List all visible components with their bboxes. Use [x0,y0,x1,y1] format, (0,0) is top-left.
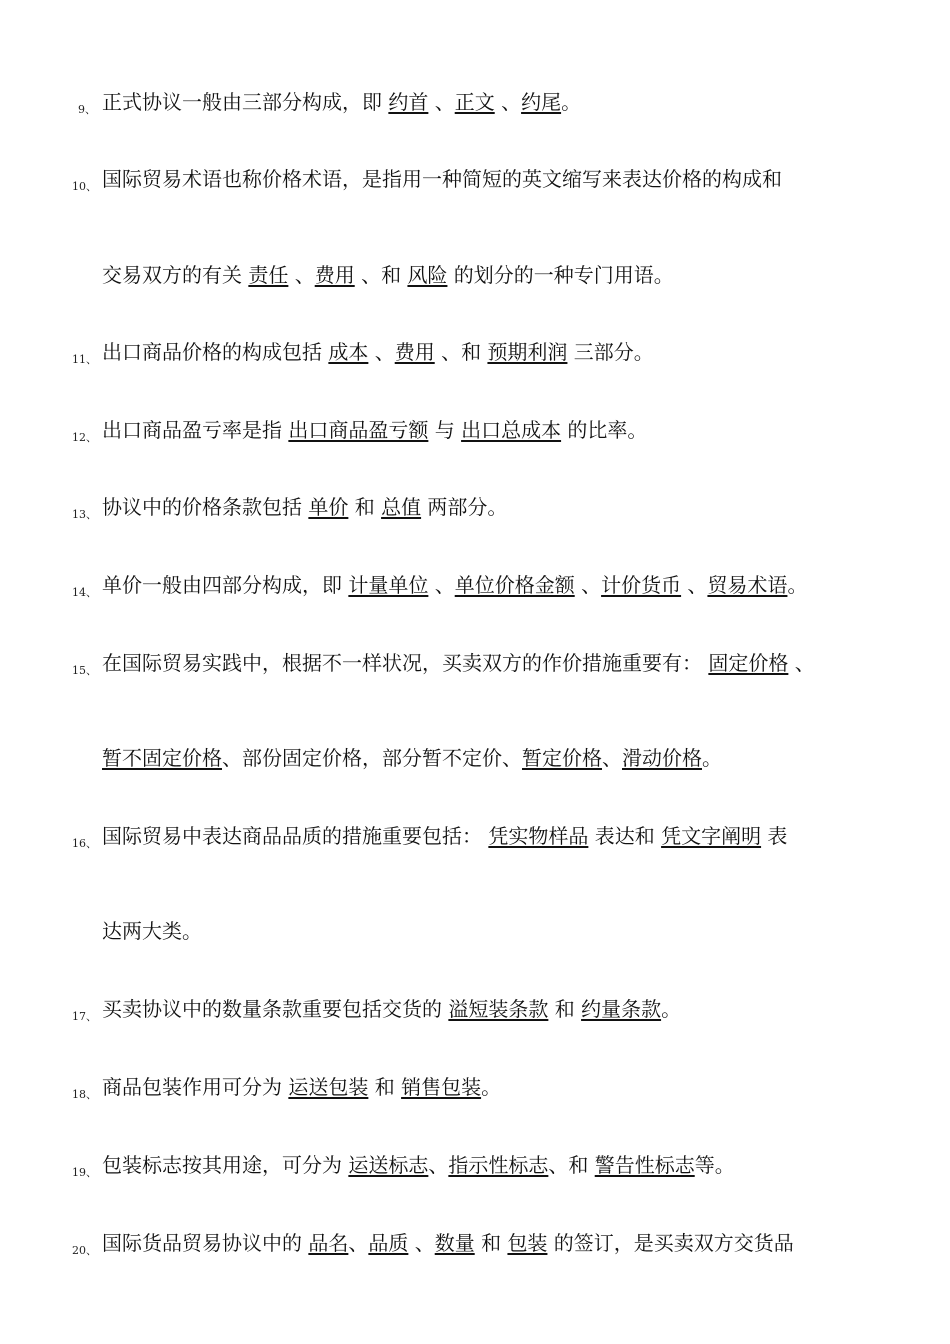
text-segment: 。 [702,746,722,770]
question-text [102,995,681,1023]
question-number: 17、 [72,1010,97,1023]
text-segment: 、 [348,1231,369,1255]
text-segment: 、 [681,573,708,597]
text-segment: 与 [428,418,462,442]
answer-blank: 约首 [388,90,429,114]
text-segment: 商品包装作用可分为 [102,1075,289,1099]
question-number: 16、 [72,837,97,850]
question-text [102,261,674,289]
text-segment: 、 [428,90,455,114]
answer-blank: 预期利润 [487,340,568,364]
answer-blank: 总值 [381,495,422,519]
answer-blank: 包装 [507,1231,548,1255]
text-segment: 的划分的一种专门用语。 [447,263,674,287]
answer-blank: 风险 [407,263,448,287]
question-number: 20、 [72,1244,97,1257]
text-segment: 。 [787,573,808,597]
question-text [102,649,815,677]
text-segment: 、和 [354,263,408,287]
answer-blank: 销售包装 [401,1075,482,1099]
answer-blank: 正文 [454,90,495,114]
question-text [102,1229,794,1257]
text-segment: 交易双方的有关 [102,263,249,287]
text-segment: 达两大类。 [102,919,202,943]
question-number: 15、 [72,664,97,677]
answer-blank: 约尾 [521,90,562,114]
text-segment: 、 [602,746,622,770]
text-segment: 三部分。 [567,340,654,364]
text-segment: 、 [408,1231,435,1255]
text-segment: 。 [561,90,582,114]
text-segment: 表 [761,824,788,848]
text-segment: 国际贸易术语也称价格术语，是指用一种简短的英文缩写来表达价格的构成和 [102,167,782,191]
answer-blank: 计量单位 [348,573,429,597]
answer-blank: 品质 [368,1231,409,1255]
answer-blank: 贸易术语 [707,573,788,597]
answer-blank: 指示性标志 [448,1153,549,1177]
answer-blank: 单位价格金额 [454,573,575,597]
answer-blank: 单价 [308,495,349,519]
question-text [102,88,581,116]
question-text [102,571,807,599]
question-text [102,822,787,850]
answer-blank: 运送标志 [348,1153,429,1177]
question-number: 14、 [72,586,97,599]
text-segment: 的比率。 [561,418,648,442]
question-text [102,917,202,945]
text-segment: 等。 [694,1153,735,1177]
text-segment: 、部份固定价格，部分暂不定价、 [222,746,522,770]
text-segment: 、和 [434,340,488,364]
text-segment: 在国际贸易实践中，根据不一样状况，买卖双方的作价措施重要有： [102,651,709,675]
answer-blank: 约量条款 [581,997,662,1021]
answer-blank: 品名 [308,1231,349,1255]
text-segment: 买卖协议中的数量条款重要包括交货的 [102,997,449,1021]
answer-blank: 固定价格 [708,651,789,675]
answer-blank: 成本 [328,340,369,364]
text-segment: 出口商品盈亏率是指 [102,418,289,442]
text-segment: 、 [288,263,315,287]
text-segment: 单价一般由四部分构成，即 [102,573,349,597]
answer-blank: 计价货币 [601,573,682,597]
question-text [102,165,782,193]
answer-blank: 凭实物样品 [488,824,589,848]
answer-blank: 凭文字阐明 [661,824,762,848]
text-segment: 、 [494,90,522,114]
text-segment: 表达和 [588,824,662,848]
answer-blank: 出口总成本 [461,418,562,442]
question-text [102,1073,501,1101]
answer-blank: 费用 [394,340,435,364]
text-segment: 、 [368,340,395,364]
answer-blank: 责任 [248,263,289,287]
question-number: 11、 [72,353,97,366]
answer-blank: 出口商品盈亏额 [288,418,429,442]
question-text [102,416,647,444]
text-segment: 出口商品价格的构成包括 [102,340,329,364]
question-number: 13、 [72,508,97,521]
question-number: 19、 [72,1166,97,1179]
answer-blank: 运送包装 [288,1075,369,1099]
text-segment: 、 [788,651,815,675]
answer-blank: 数量 [434,1231,475,1255]
text-segment: 两部分。 [421,495,508,519]
question-number: 12、 [72,431,97,444]
answer-blank: 警告性标志 [594,1153,695,1177]
question-text [102,1151,735,1179]
text-segment: 包装标志按其用途，可分为 [102,1153,349,1177]
text-segment: 、 [574,573,602,597]
text-segment: 国际贸易中表达商品品质的措施重要包括： [102,824,489,848]
question-number: 18、 [72,1088,97,1101]
text-segment: 和 [368,1075,402,1099]
text-segment: 、 [428,573,455,597]
answer-blank: 暂定价格 [522,746,602,770]
answer-blank: 滑动价格 [622,746,702,770]
question-text [102,493,507,521]
answer-blank: 溢短装条款 [448,997,549,1021]
question-text [102,744,722,772]
text-segment: 、和 [548,1153,595,1177]
text-segment: 。 [661,997,682,1021]
text-segment: 正式协议一般由三部分构成，即 [102,90,389,114]
text-segment: 和 [474,1231,508,1255]
text-segment: 协议中的价格条款包括 [102,495,309,519]
text-segment: 的签订，是买卖双方交货品 [547,1231,794,1255]
question-number: 9、 [78,103,96,116]
question-number: 10、 [72,180,97,193]
text-segment: 、 [428,1153,449,1177]
text-segment: 。 [481,1075,502,1099]
answer-blank: 费用 [314,263,355,287]
text-segment: 和 [548,997,582,1021]
question-text [102,338,654,366]
text-segment: 国际货品贸易协议中的 [102,1231,309,1255]
text-segment: 和 [348,495,382,519]
answer-blank: 暂不固定价格 [102,746,222,770]
